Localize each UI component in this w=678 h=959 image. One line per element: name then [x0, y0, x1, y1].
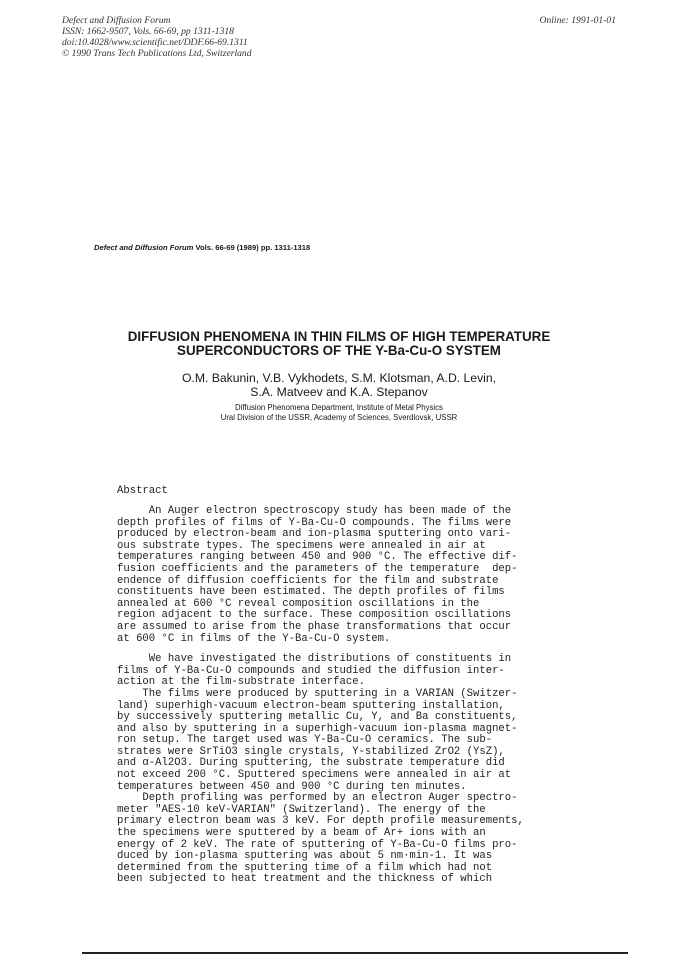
- body-paragraph-3: [117, 793, 524, 886]
- journal-volume-pages: Vols. 66-69 (1989) pp. 1311-1318: [193, 243, 311, 252]
- abstract-line: An Auger electron spectroscopy study has been made of the: [117, 505, 512, 517]
- body-line: not exceed 200 °C. Sputtered specimens were annealed in air at: [117, 769, 512, 782]
- abstract-text: [117, 506, 524, 645]
- body-paragraph-1: [117, 654, 524, 689]
- body-line: duced by ion-plasma sputtering was about 5 nm·min-1. It was: [117, 850, 493, 863]
- abstract-line: fusion coefficients and the parameters of the temperature dep-: [117, 562, 518, 575]
- body-line: by successively sputtering metallic Cu, Y, and Ba constituents,: [117, 711, 518, 724]
- paper-body: [117, 485, 524, 886]
- abstract-line: endence of diffusion coefficients for the film and substrate: [117, 574, 499, 587]
- affiliation-line-1: Diffusion Phenomena Department, Institute of Metal Physics: [235, 403, 443, 412]
- abstract-heading: Abstract: [117, 485, 168, 497]
- meta-issn: ISSN: 1662-9507, Vols. 66-69, pp 1311-1318: [62, 26, 234, 37]
- body-line: been subjected to heat treatment and the thickness of which: [117, 873, 493, 886]
- abstract-line: constituents have been estimated. The depth profiles of films: [117, 586, 505, 599]
- publication-metadata: [62, 15, 252, 59]
- body-line: energy of 2 keV. The rate of sputtering of Y-Ba-Cu-O films pro-: [117, 838, 518, 851]
- abstract-line: depth profiles of films of Y-Ba-Cu-O compounds. The films were: [117, 516, 512, 529]
- bottom-rule: [82, 952, 628, 954]
- title-line-1: DIFFUSION PHENOMENA IN THIN FILMS OF HIGH TEMPERATURE: [127, 329, 551, 344]
- journal-name: Defect and Diffusion Forum: [94, 243, 194, 252]
- author-list: [0, 372, 678, 399]
- title-line-2: SUPERCONDUCTORS OF THE Y-Ba-Cu-O SYSTEM: [177, 343, 501, 358]
- abstract-line: at 600 °C in films of the Y-Ba-Cu-O system.: [117, 632, 391, 645]
- abstract-line: are assumed to arise from the phase transformations that occur: [117, 620, 512, 633]
- body-line: and also by sputtering in a superhigh-vacuum ion-plasma magnet-: [117, 722, 518, 735]
- body-line: We have investigated the distributions of constituents in: [117, 653, 512, 666]
- body-line: films of Y-Ba-Cu-O compounds and studied the diffusion inter-: [117, 664, 505, 677]
- meta-doi[interactable]: doi:10.4028/www.scientific.net/DDF.66-69.1311: [62, 37, 248, 48]
- abstract-line: produced by electron-beam and ion-plasma sputtering onto vari-: [117, 528, 512, 541]
- body-line: strates were SrTiO3 single crystals, Y-stabilized ZrO2 (YsZ),: [117, 745, 505, 758]
- body-line: meter "AES-10 keV-VARIAN" (Switzerland). The energy of the: [117, 803, 486, 816]
- body-line: land) superhigh-vacuum electron-beam sputtering installation,: [117, 699, 505, 712]
- authors-line-1: O.M. Bakunin, V.B. Vykhodets, S.M. Klotsman, A.D. Levin,: [181, 371, 497, 385]
- journal-reference: [94, 243, 310, 252]
- authors-line-2: S.A. Matveev and K.A. Stepanov: [250, 384, 428, 399]
- body-line: ron setup. The target used was Y-Ba-Cu-O ceramics. The sub-: [117, 734, 493, 747]
- body-line: temperatures between 450 and 900 °C during ten minutes.: [117, 780, 467, 793]
- affiliation: [0, 403, 678, 423]
- body-line: primary electron beam was 3 keV. For depth profile measurements,: [117, 815, 524, 828]
- body-line: determined from the sputtering time of a film which had not: [117, 861, 493, 874]
- abstract-line: ous substrate types. The specimens were annealed in air at: [117, 539, 486, 552]
- body-line: the specimens were sputtered by a beam of Ar+ ions with an: [117, 827, 486, 840]
- body-line: action at the film-substrate interface.: [117, 676, 365, 689]
- abstract-line: annealed at 600 °C reveal composition oscillations in the: [117, 597, 480, 610]
- meta-journal: Defect and Diffusion Forum: [62, 15, 171, 26]
- online-date: Online: 1991-01-01: [539, 15, 616, 26]
- body-line: Depth profiling was performed by an electron Auger spectro-: [117, 792, 518, 805]
- body-line: and α-Al2O3. During sputtering, the substrate temperature did: [117, 757, 505, 770]
- paper-title: [0, 330, 678, 358]
- affiliation-line-2: Ural Division of the USSR, Academy of Sciences, Sverdlovsk, USSR: [220, 413, 458, 422]
- abstract-line: region adjacent to the surface. These composition oscillations: [117, 609, 512, 622]
- body-paragraph-2: [117, 689, 524, 793]
- abstract-line: temperatures ranging between 450 and 900 °C. The effective dif-: [117, 551, 518, 564]
- meta-copyright: © 1990 Trans Tech Publications Ltd, Switzerland: [62, 48, 252, 59]
- body-line: The films were produced by sputtering in a VARIAN (Switzer-: [117, 687, 518, 700]
